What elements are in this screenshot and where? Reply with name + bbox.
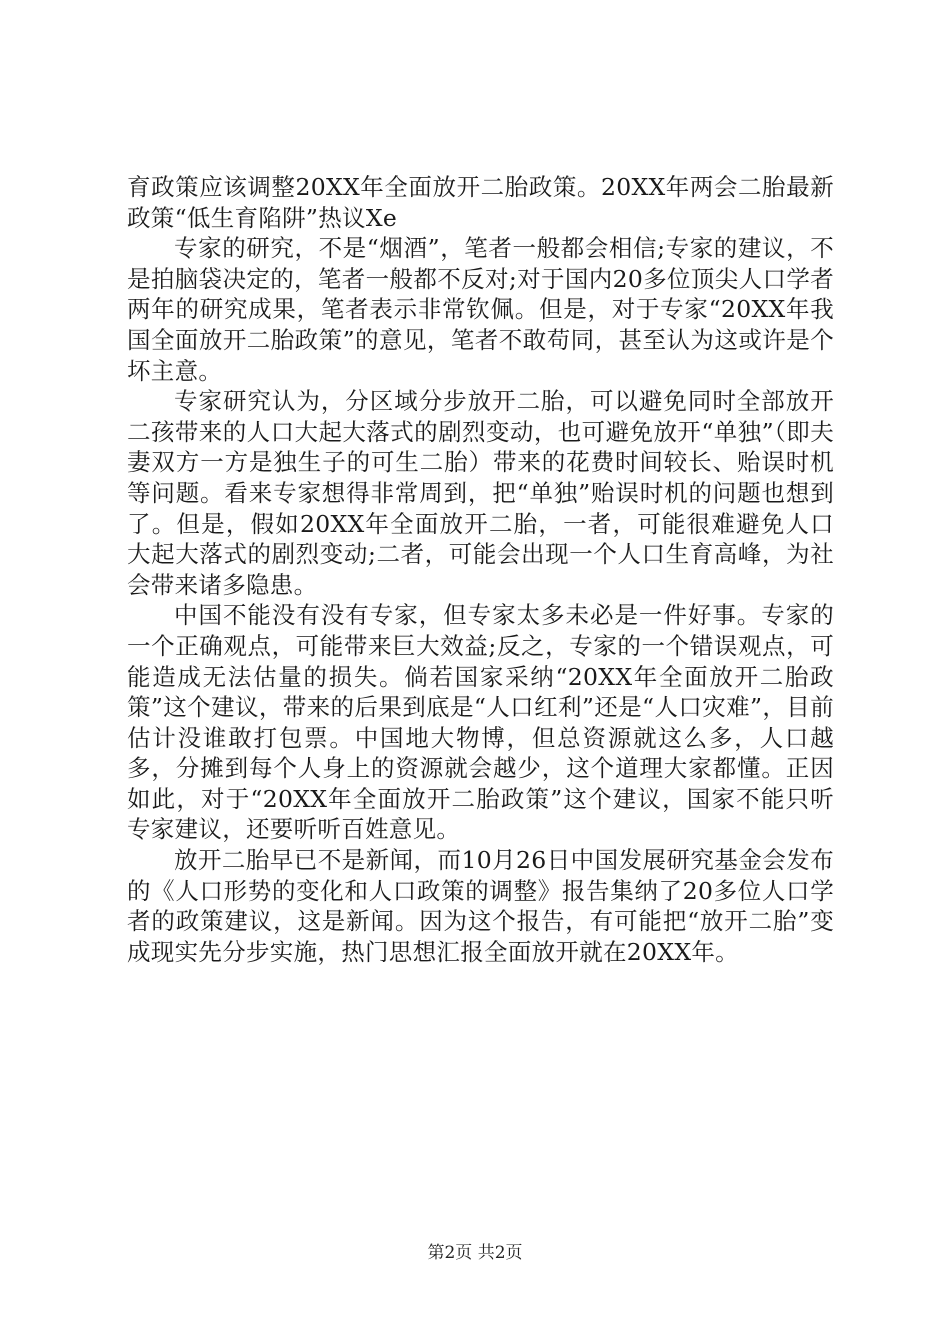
page-footer: [0, 1243, 950, 1263]
paragraph-2: 专家的研究，不是“烟酒”，笔者一般都会相信;专家的建议，不是拍脑袋决定的，笔者一般都不反对;对于国内20多位顶尖人口学者两年的研究成果，笔者表示非常钦佩。但是，对于专家“20XX年我国全面放开二胎政策”的意见，笔者不敢苟同，甚至认为这或许是个坏主意。: [127, 234, 834, 385]
paragraph-1: 育政策应该调整20XX年全面放开二胎政策。20XX年两会二胎最新政策“低生育陷阱”热议Xe: [127, 173, 834, 232]
page-number: 第2页 共2页: [427, 1243, 523, 1263]
paragraph-3: 专家研究认为，分区域分步放开二胎，可以避免同时全部放开二孩带来的人口大起大落式的剧烈变动，也可避免放开“单独”（即夫妻双方一方是独生子的可生二胎）带来的花费时间较长、贻误时机等问题。看来专家想得非常周到，把“单独”贻误时机的问题也想到了。但是，假如20XX年全面放开二胎，一者，可能很难避免人口大起大落式的剧烈变动;二者，可能会出现一个人口生育高峰，为社会带来诸多隐患。: [127, 387, 834, 599]
paragraph-5: 放开二胎早已不是新闻，而10月26日中国发展研究基金会发布的《人口形势的变化和人口政策的调整》报告集纳了20多位人口学者的政策建议，这是新闻。因为这个报告，有可能把“放开二胎”变成现实先分步实施，热门思想汇报全面放开就在20XX年。: [127, 846, 834, 966]
document-body: [127, 172, 834, 967]
paragraph-4: 中国不能没有没有专家，但专家太多未必是一件好事。专家的一个正确观点，可能带来巨大效益;反之，专家的一个错误观点，可能造成无法估量的损失。倘若国家采纳“20XX年全面放开二胎政策”这个建议，带来的后果到底是“人口红利”还是“人口灾难”，目前估计没谁敢打包票。中国地大物博，但总资源就这么多，人口越多，分摊到每个人身上的资源就会越少，这个道理大家都懂。正因如此，对于“20XX年全面放开二胎政策”这个建议，国家不能只听专家建议，还要听听百姓意见。: [127, 601, 834, 844]
